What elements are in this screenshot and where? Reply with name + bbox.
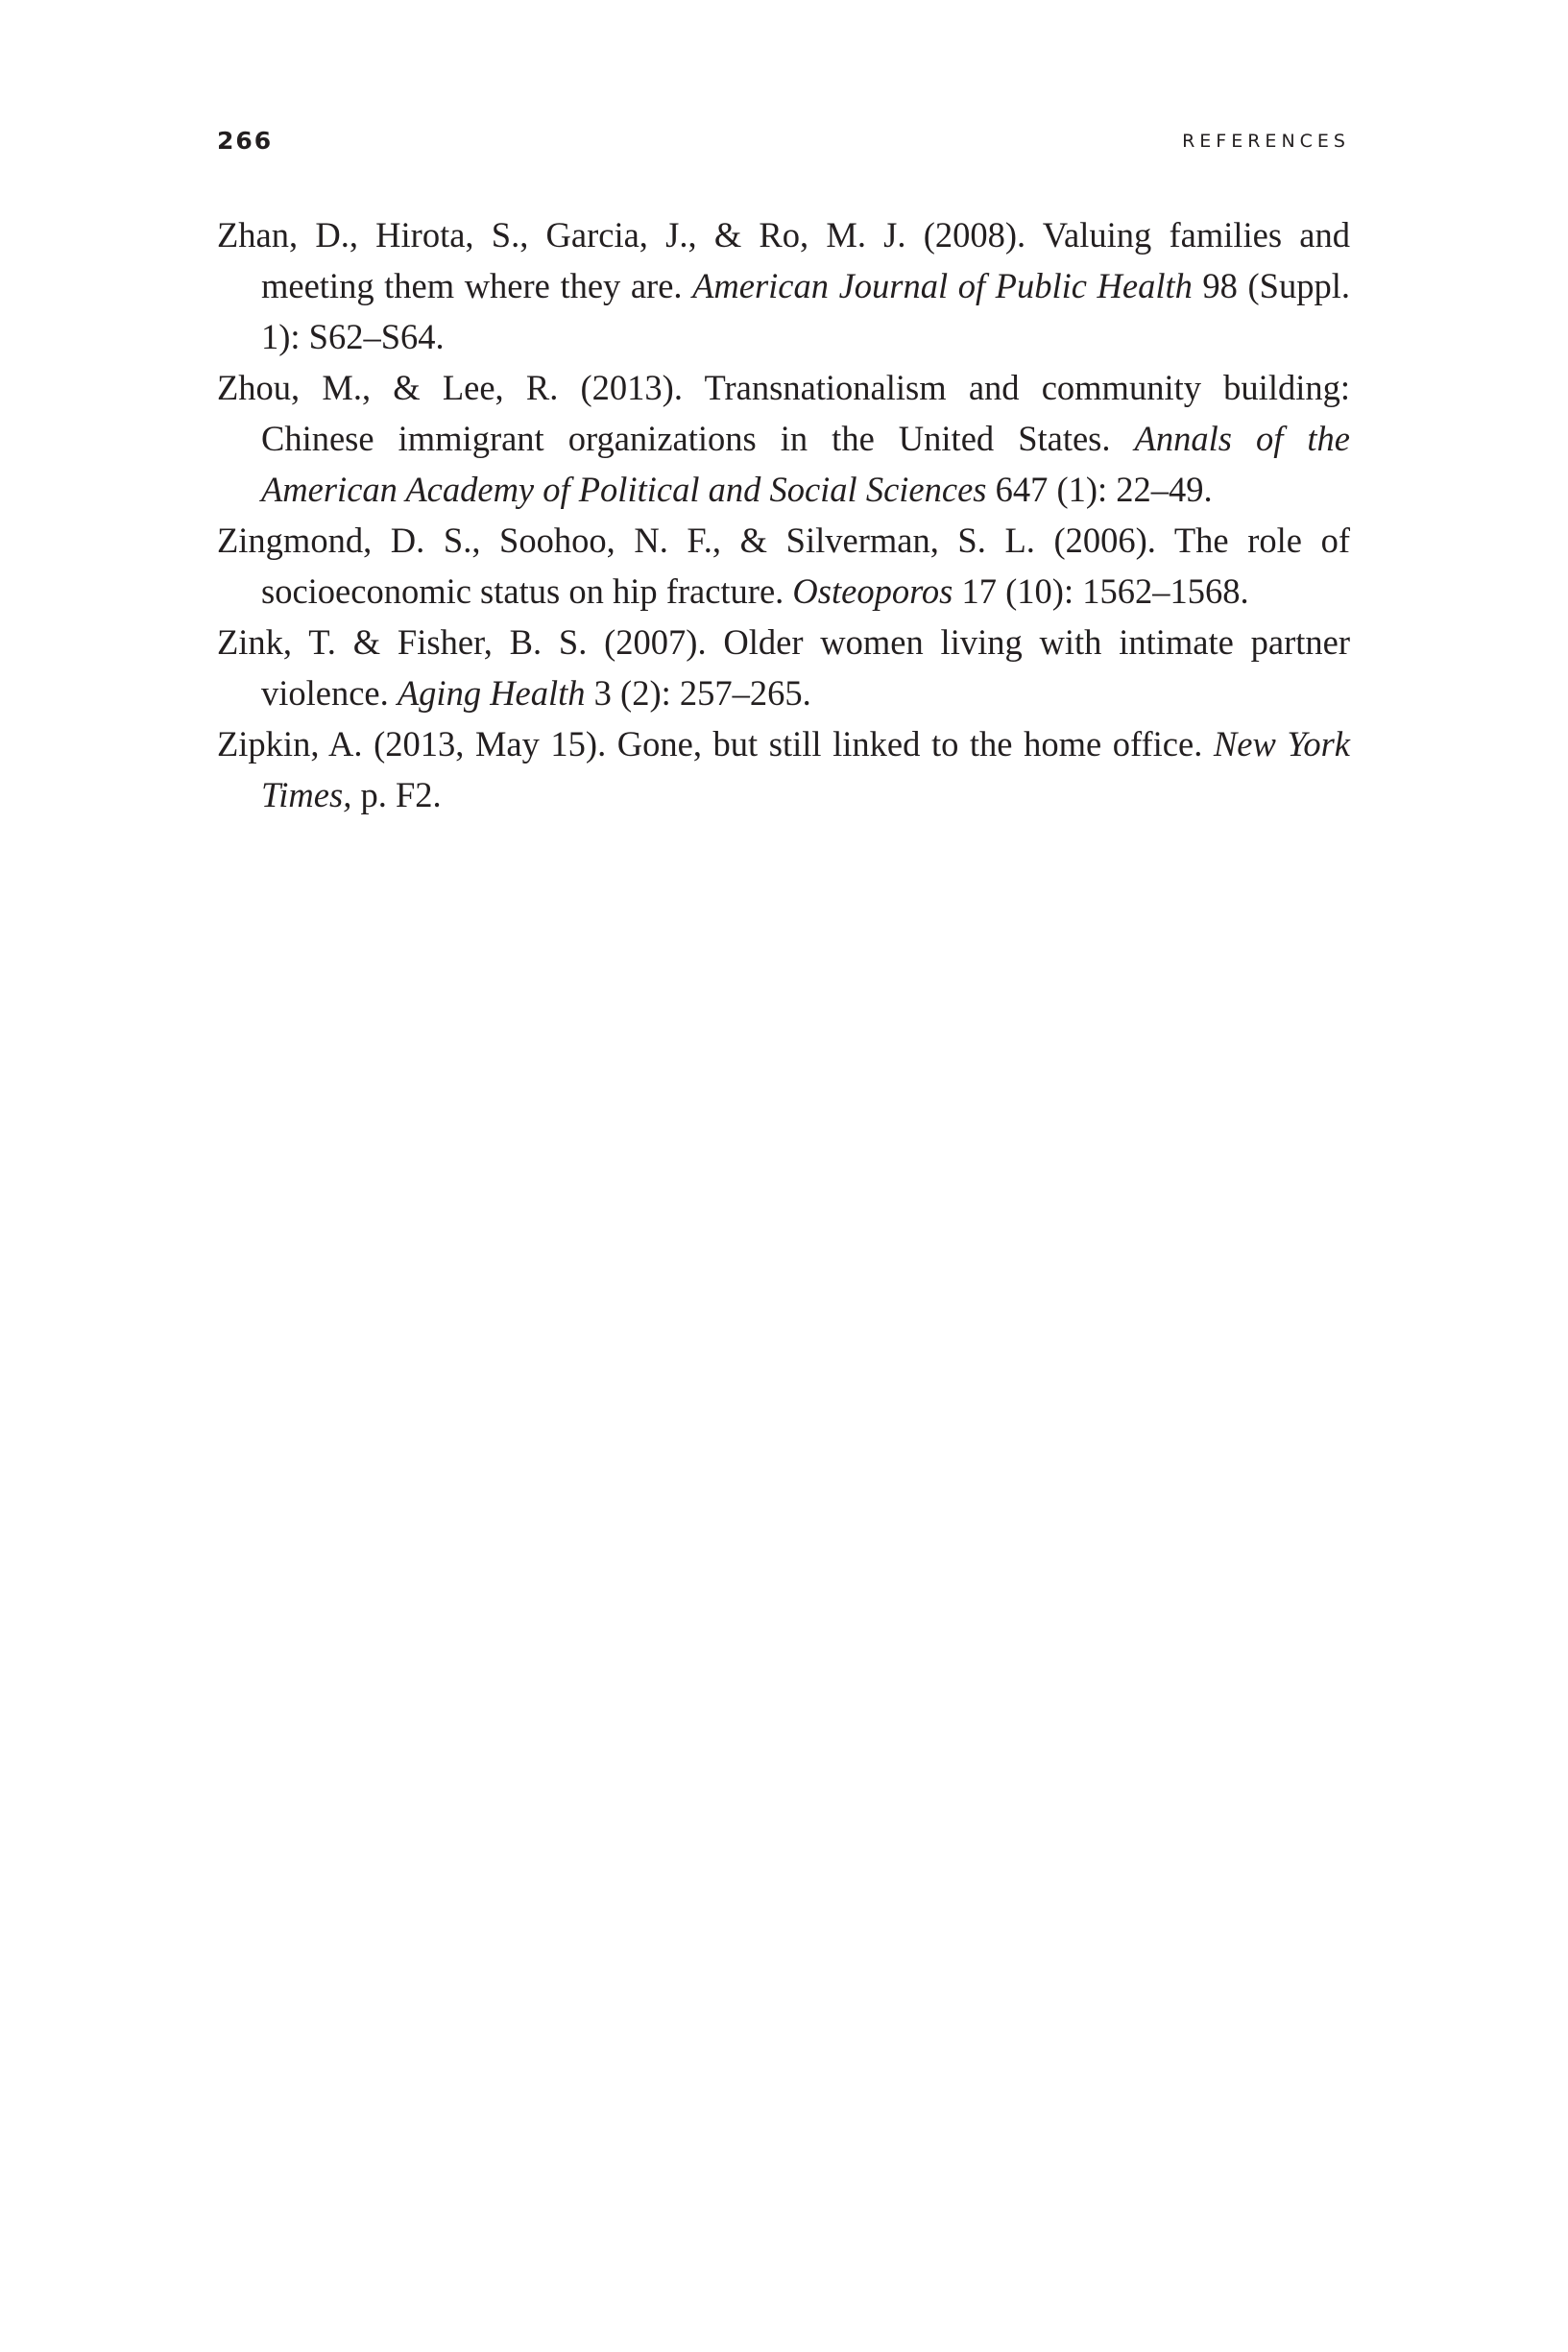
reference-entry [217,718,1350,820]
reference-source-title: Aging Health [397,673,586,713]
reference-source-title: Annals of the American Academy of Political and Social Sciences [261,419,1350,509]
reference-list [217,209,1350,820]
reference-source-title: Osteoporos [792,571,953,611]
reference-text: Zingmond, D. S., Soohoo, N. F., & Silverman, S. L. (2006). The role of socioeconomic status on hip fracture. [217,521,1350,611]
reference-text: Zipkin, A. (2013, May 15). Gone, but still linked to the home office. [217,724,1214,764]
reference-text: Zink, T. & Fisher, B. S. (2007). Older women living with intimate partner violence. [217,622,1350,713]
section-title: REFERENCES [1182,131,1350,152]
reference-entry [217,515,1350,617]
reference-text: Zhan, D., Hirota, S., Garcia, J., & Ro, M. J. (2008). Valuing families and meeting them where they are. [217,215,1350,305]
reference-text: Zhou, M., & Lee, R. (2013). Transnationalism and community building: Chinese immigrant organizations in the United States. [217,368,1350,458]
reference-details: p. F2. [351,775,442,814]
reference-details: 98 (Suppl. 1): S62–S64. [261,266,1350,356]
reference-source-title: New York Times, [261,724,1350,814]
page-number: 266 [217,127,274,155]
reference-entry [217,362,1350,515]
running-head [217,127,1350,165]
reference-details: 647 (1): 22–49. [986,470,1213,509]
reference-source-title: American Journal of Public Health [692,266,1193,305]
reference-entry [217,617,1350,718]
reference-entry [217,209,1350,362]
reference-details: 3 (2): 257–265. [585,673,811,713]
reference-details: 17 (10): 1562–1568. [953,571,1249,611]
